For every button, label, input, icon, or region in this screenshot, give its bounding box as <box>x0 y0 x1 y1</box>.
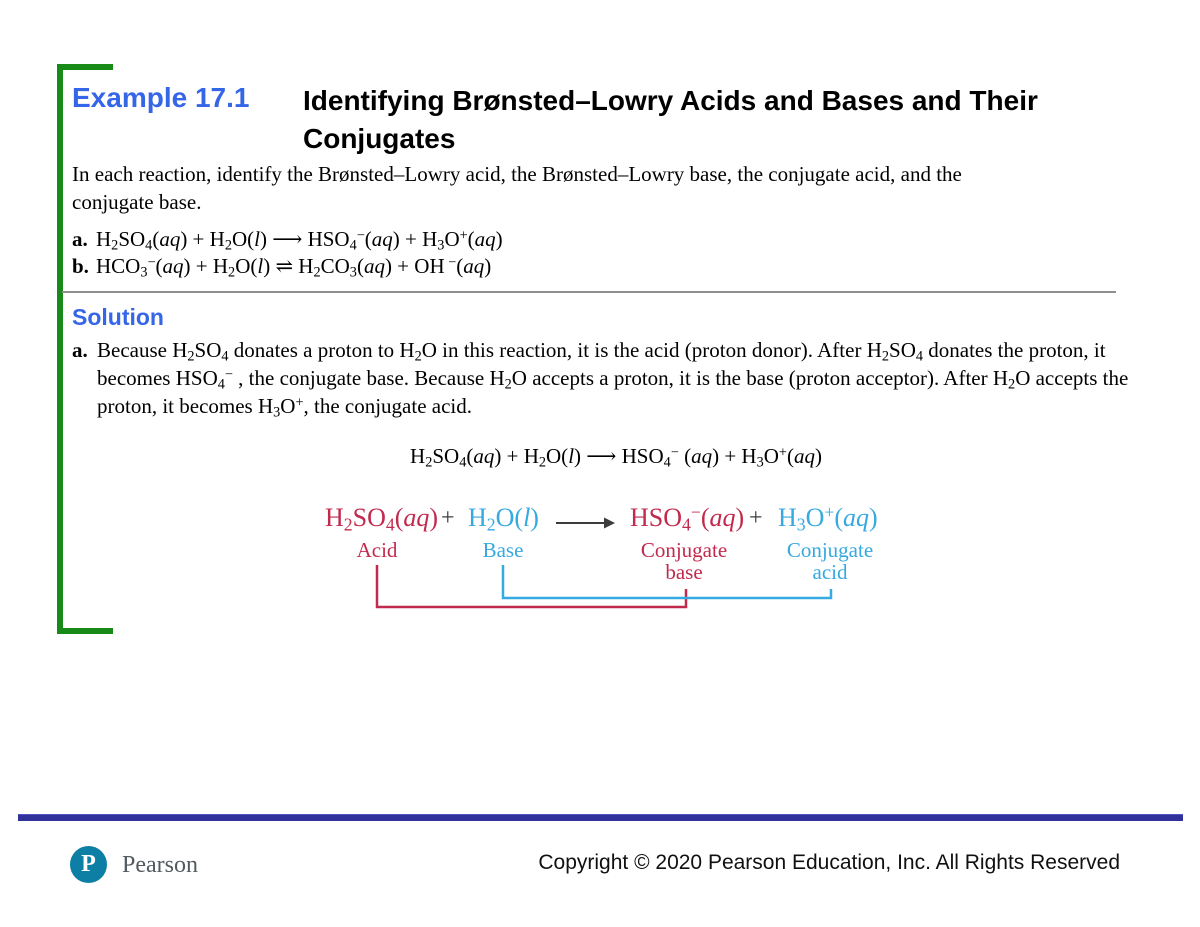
pearson-logo-text: Pearson <box>122 852 198 878</box>
problem-a <box>72 226 503 253</box>
solution-paragraph <box>72 336 1157 420</box>
solution-item-label: a. <box>72 338 88 362</box>
page-title: Identifying Brønsted–Lowry Acids and Bases and Their Conjugates <box>303 85 1038 154</box>
acid-role-label: Acid <box>356 538 398 562</box>
section-divider <box>62 291 1116 293</box>
conjugate-acid-role-label: Conjugate acid <box>786 538 874 584</box>
base-role-label: Base <box>482 538 524 562</box>
problem-list <box>72 226 503 280</box>
pearson-logo <box>70 846 270 886</box>
problem-a-equation: $H_2SO_4(aq) + H_2O(l)$ ⟶ $HSO_4^-(aq) + H_3O^+(aq)$ <box>96 227 503 254</box>
problem-b-label: b. <box>72 254 89 278</box>
figure-plus-2: + <box>749 505 763 531</box>
figure-acid-formula: $H_2SO_4(aq)$ <box>325 503 439 535</box>
figure-conjugate-acid-formula: $H_3O^+(aq)$ <box>778 502 878 535</box>
conjugate-base-role-label: Conjugate base <box>640 538 728 584</box>
figure-base-formula: $H_2O(l)$ <box>468 503 539 535</box>
problem-a-label: a. <box>72 227 88 251</box>
reaction-arrow-icon <box>556 517 616 529</box>
problem-b-equation: $HCO_3^-(aq) + H_2O(l)$ ⇌ $H_2CO_3(aq)$ + OH −(aq) <box>96 254 492 281</box>
footer-rule <box>18 814 1183 821</box>
figure-conjugate-base-formula: $HSO_4^-(aq)$ <box>630 502 745 535</box>
figure-plus-1: + <box>441 505 455 531</box>
intro-text: In each reaction, identify the Brønsted–Lowry acid, the Brønsted–Lowry base, the conjugate acid, and the conjugate base. <box>72 162 962 214</box>
pearson-logo-icon: P <box>70 846 107 883</box>
summary-equation: $H_2SO_4(aq) + H_2O(l)$ ⟶ $HSO_4^-$ $(aq) + H_3O^+(aq)$ <box>410 444 822 471</box>
solution-text: Because $H_2SO_4$ donates a proton to $H_2O$ in this reaction, it is the acid (proton donor). After $H_2SO_4$ donates the proton, it becomes $HSO_4^-$ , the conjugate base. Because $H_2O$ accepts a proton, it is the base (proton acceptor). After $H_2O$ accepts the proton, it becomes $H_3O^+$, the conjugate acid. <box>97 338 1129 421</box>
solution-heading: Solution <box>72 304 164 330</box>
problem-b <box>72 253 503 280</box>
copyright-text: Copyright © 2020 Pearson Education, Inc. All Rights Reserved <box>538 851 1120 874</box>
example-number: Example 17.1 <box>72 82 250 113</box>
